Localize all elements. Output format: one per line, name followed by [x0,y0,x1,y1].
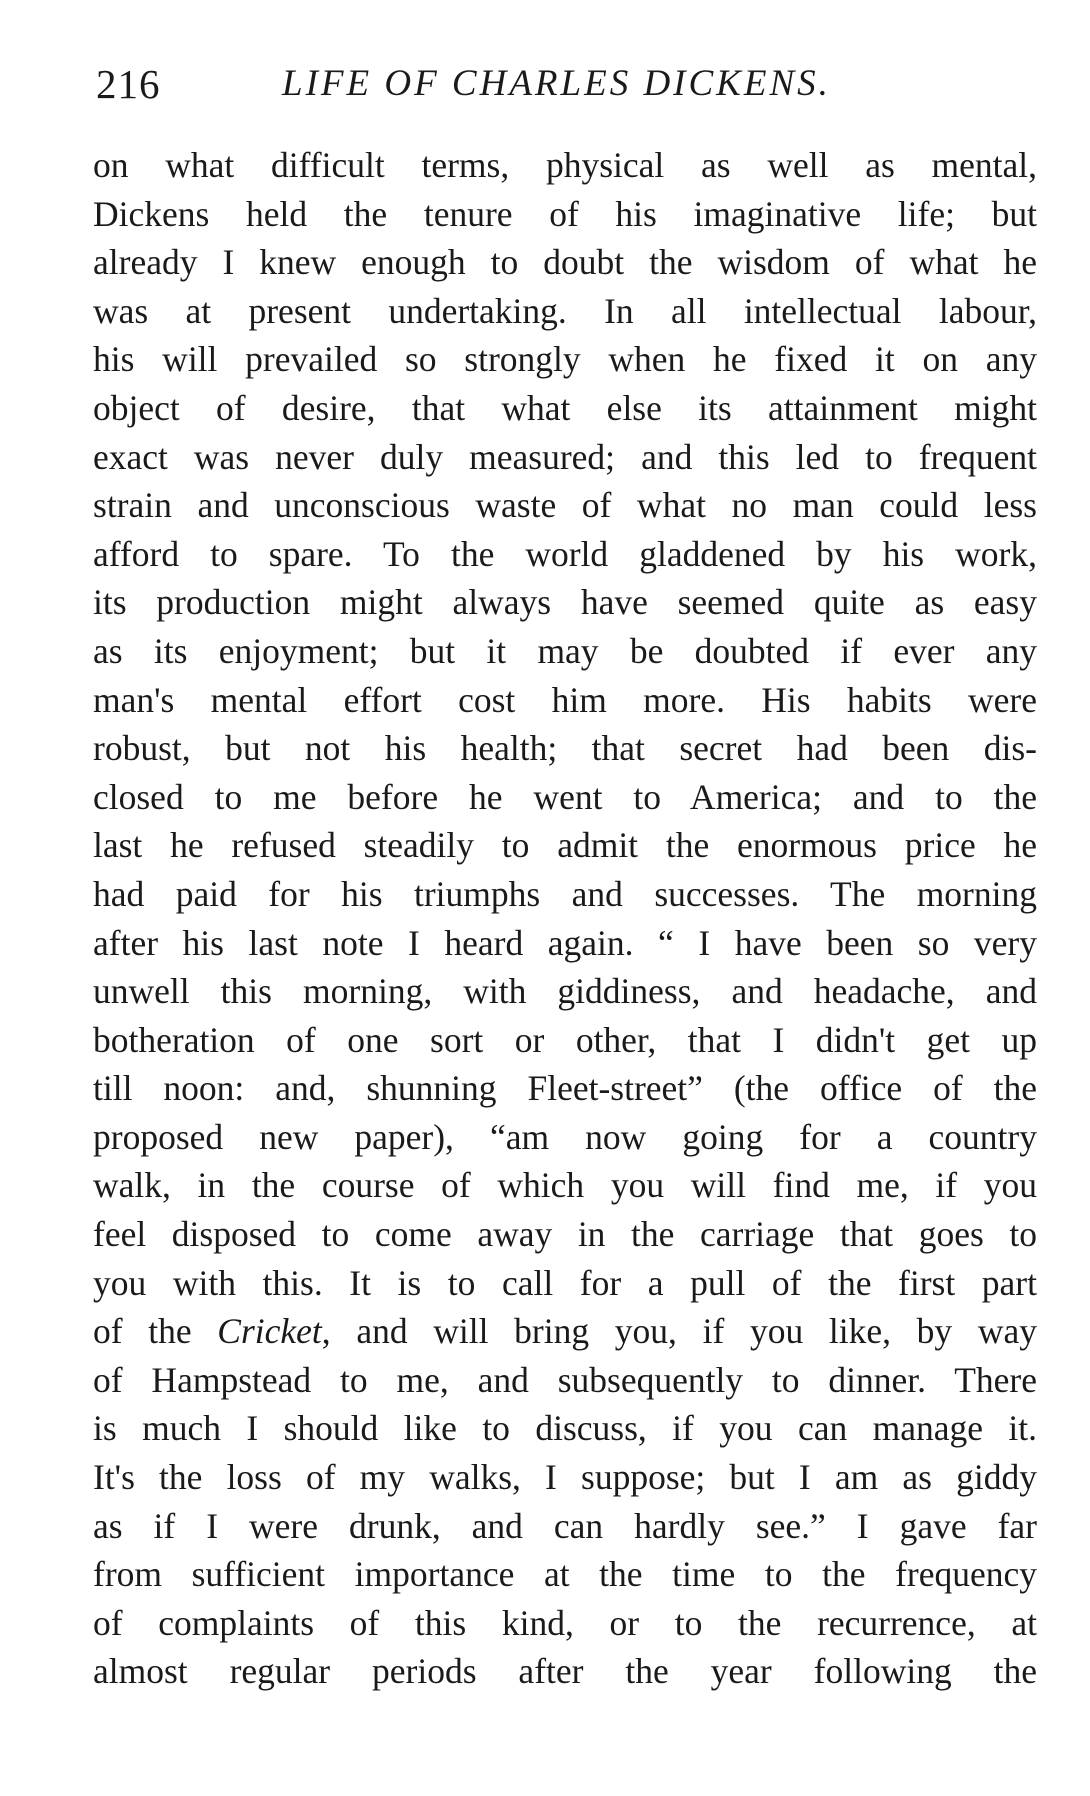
text-line: you with this. It is to call for a pull of the first part [93,1262,1037,1303]
text-segment: , and will bring you, if you like, by way [321,1311,1037,1352]
text-line: exact was never duly measured; and this led to frequent [93,436,1037,477]
text-line: of Hampstead to me, and subsequently to dinner. There [93,1359,1037,1400]
text-line: walk, in the course of which you will find me, if you [93,1165,1037,1206]
text-line: had paid for his triumphs and successes. The morning [93,873,1037,914]
text-line: strain and unconscious waste of what no man could less [93,485,1037,526]
text-line: after his last note I heard again. “ I have been so very [93,922,1037,963]
text-line: robust, but not his health; that secret had been dis- [93,728,1037,769]
text-line: It's the loss of my walks, I suppose; but I am as giddy [93,1457,1037,1498]
text-line: object of desire, that what else its attainment might [93,387,1037,428]
body-text [93,141,1037,1696]
text-line-with-italic [93,1307,1037,1356]
text-segment: of the [93,1311,218,1352]
running-title: LIFE OF CHARLES DICKENS. [282,63,831,104]
page-header [96,54,1040,114]
text-line: his will prevailed so strongly when he fixed it on any [93,339,1037,380]
page-number: 216 [96,61,161,107]
text-line: is much I should like to discuss, if you can manage it. [93,1408,1037,1449]
text-line: last he refused steadily to admit the enormous price he [93,825,1037,866]
italic-title: Cricket [217,1311,322,1352]
text-line: as if I were drunk, and can hardly see.” I gave far [93,1505,1037,1546]
text-line: on what difficult terms, physical as well as mental, [93,145,1037,185]
text-line: was at present undertaking. In all intellectual labour, [93,290,1037,331]
text-line: its production might always have seemed quite as easy [93,582,1037,623]
text-line: unwell this morning, with giddiness, and headache, and [93,971,1037,1012]
text-line: feel disposed to come away in the carriage that goes to [93,1214,1037,1255]
text-line: from sufficient importance at the time to the frequency [93,1554,1037,1595]
text-line: as its enjoyment; but it may be doubted if ever any [93,630,1037,671]
text-line: till noon: and, shunning Fleet-street” (the office of the [93,1068,1037,1109]
text-line: proposed new paper), “am now going for a country [93,1116,1037,1157]
text-line: of complaints of this kind, or to the recurrence, at [93,1602,1037,1643]
text-line: botheration of one sort or other, that I didn't get up [93,1019,1037,1060]
text-line: Dickens held the tenure of his imaginative life; but [93,193,1037,234]
text-line: closed to me before he went to America; and to the [93,776,1037,817]
text-line: afford to spare. To the world gladdened by his work, [93,533,1037,574]
text-line: man's mental effort cost him more. His habits were [93,679,1037,720]
text-line: already I knew enough to doubt the wisdom of what he [93,242,1037,283]
text-line: almost regular periods after the year following the [93,1651,1037,1692]
